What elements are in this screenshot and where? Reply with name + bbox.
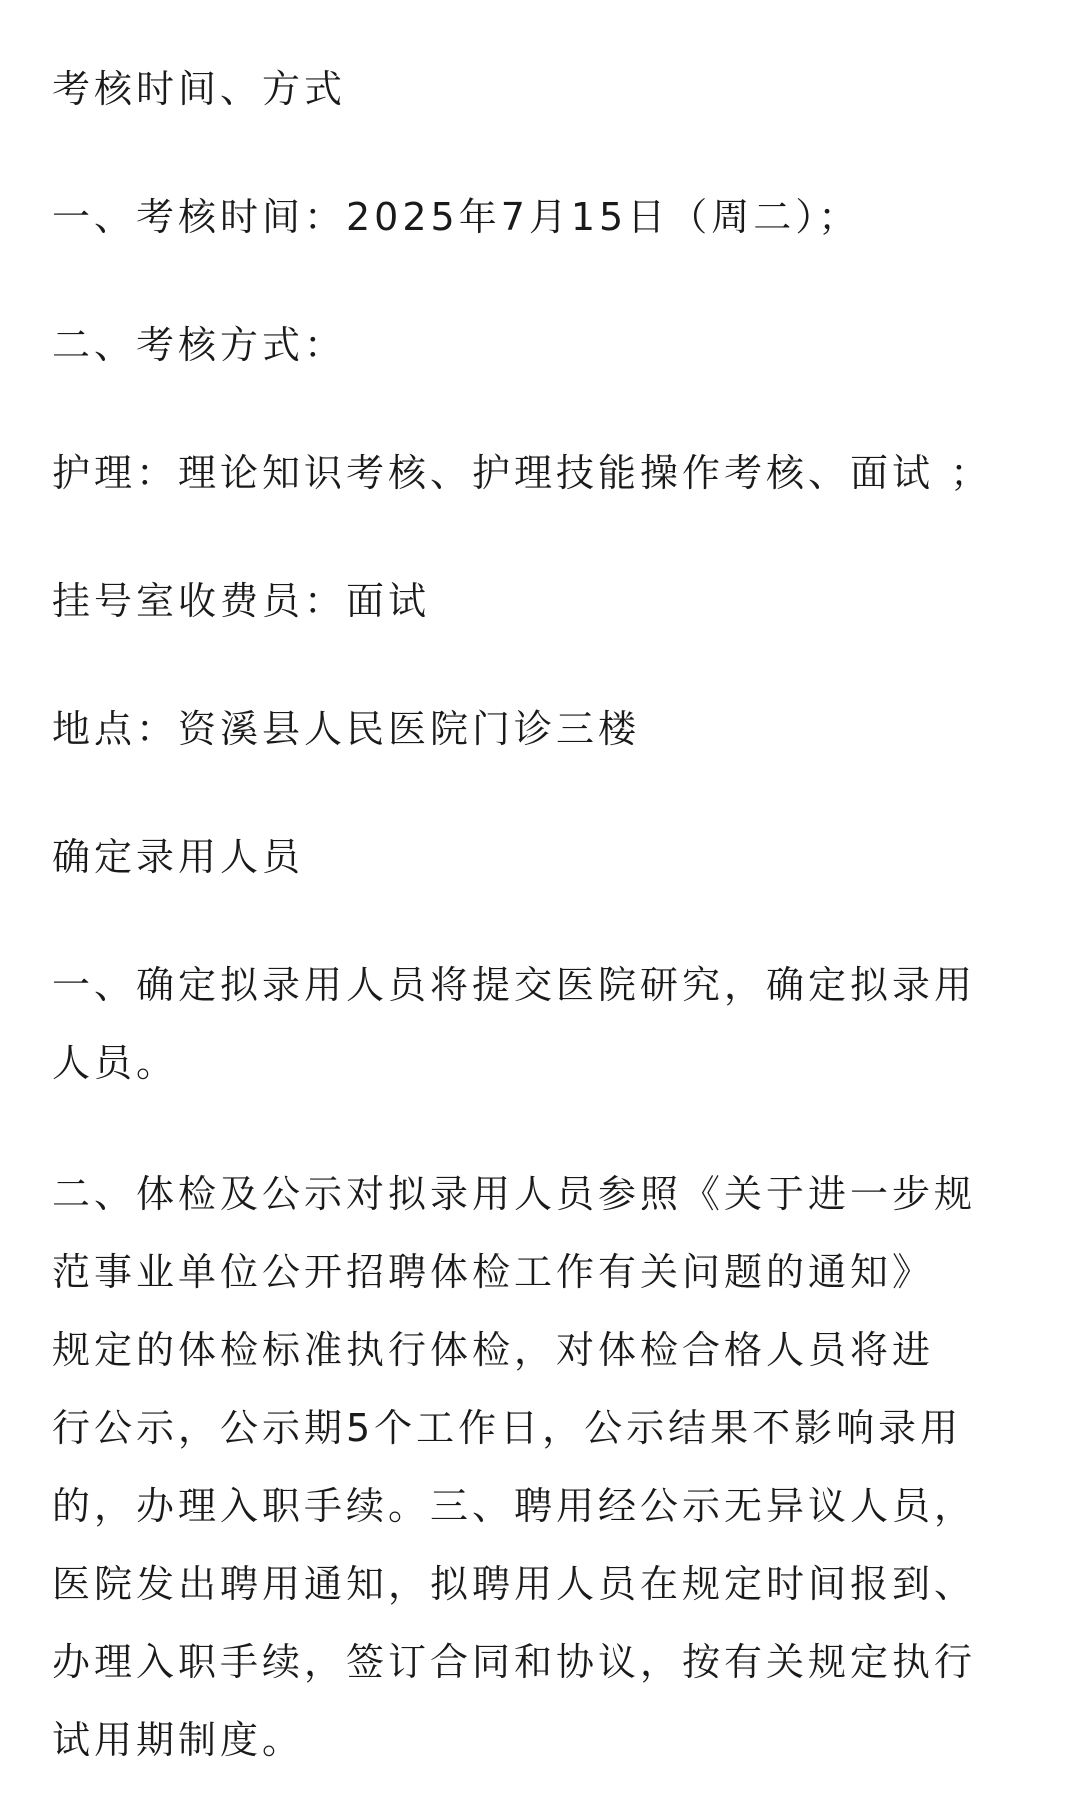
paragraph-line: 行公示，公示期5个工作日，公示结果不影响录用	[52, 1406, 963, 1450]
paragraph-line: 一、确定拟录用人员将提交医院研究，确定拟录用	[52, 963, 977, 1007]
cashier-exam-line: 挂号室收费员：面试	[52, 579, 431, 623]
paragraph-line: 医院发出聘用通知，拟聘用人员在规定时间报到、	[52, 1562, 977, 1606]
paragraph-line: 规定的体检标准执行体检，对体检合格人员将进	[52, 1328, 935, 1372]
paragraph-line: 的，办理入职手续。三、聘用经公示无异议人员，	[52, 1484, 977, 1528]
paragraph-line: 范事业单位公开招聘体检工作有关问题的通知》	[52, 1250, 935, 1294]
paragraph-line: 试用期制度。	[52, 1718, 305, 1762]
paragraph-determine-hires	[52, 963, 977, 1122]
exam-time-line: 一、考核时间：2025年7月15日（周二）；	[52, 195, 861, 239]
section-title-hiring: 确定录用人员	[52, 835, 305, 879]
paragraph-physical-exam-publicity	[52, 1172, 977, 1799]
paragraph-line: 二、体检及公示对拟录用人员参照《关于进一步规	[52, 1172, 977, 1216]
nursing-exam-line: 护理：理论知识考核、护理技能操作考核、面试 ；	[52, 451, 993, 495]
exam-method-heading: 二、考核方式：	[52, 323, 347, 367]
section-title-exam-time-method: 考核时间、方式	[52, 67, 347, 111]
paragraph-line: 人员。	[52, 1041, 179, 1085]
paragraph-line: 办理入职手续，签订合同和协议，按有关规定执行	[52, 1640, 977, 1684]
location-line: 地点：资溪县人民医院门诊三楼	[52, 707, 641, 751]
